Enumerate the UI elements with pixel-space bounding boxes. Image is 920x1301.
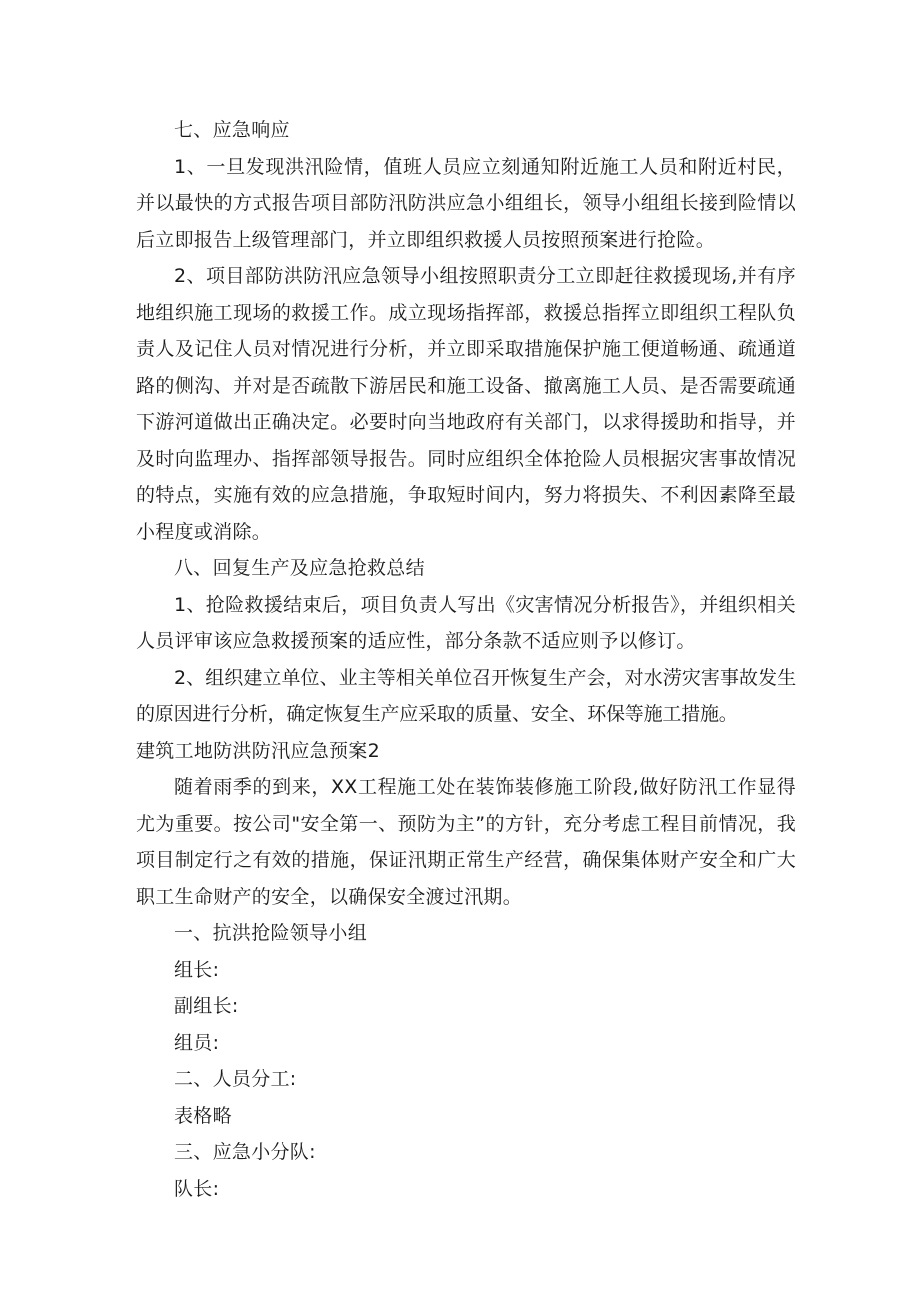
section-heading-recovery: 八、回复生产及应急抢救总结	[174, 557, 425, 579]
note-table-omitted: 表格略	[174, 1104, 232, 1127]
paragraph-response-1: 1、一旦发现洪汛险情，值班人员应立刻通知附近施工人员和附近村民，并以最快的方式报告项目部防汛防洪应急小组组长，领导小组组长接到险情以后立即报告上级管理部门，并立即组织救援人员按照预案进行抢险。	[136, 155, 796, 251]
label-deputy-leader: 副组长:	[174, 995, 239, 1017]
label-captain: 队长:	[174, 1177, 220, 1200]
heading-staff-assignment: 二、人员分工:	[174, 1068, 297, 1090]
paragraph-plan-intro: 随着雨季的到来，XX工程施工处在装饰装修施工阶段,做好防汛工作显得尤为重要。按公司"安全第一、预防为主”的方针，充分考虑工程目前情况，我项目制定行之有效的措施，保证汛期正常生产经营，确保集体财产安全和广大职工生命财产的安全，以确保安全渡过汛期。	[136, 776, 796, 908]
paragraph-recovery-1: 1、抢险救援结束后，项目负责人写出《灾害情况分析报告》，并组织相关人员评审该应急救援预案的适应性，部分条款不适应则予以修订。	[136, 593, 796, 652]
label-members: 组员:	[174, 1031, 220, 1054]
plan-title: 建筑工地防洪防汛应急预案2	[136, 739, 380, 762]
document-body	[136, 112, 796, 1207]
paragraph-recovery-2: 2、组织建立单位、业主等相关单位召开恢复生产会，对水涝灾害事故发生的原因进行分析，确定恢复生产应采取的质量、安全、环保等施工措施。	[136, 666, 796, 725]
paragraph-response-2: 2、项目部防洪防汛应急领导小组按照职责分工立即赶往救援现场,并有序地组织施工现场的救援工作。成立现场指挥部，救援总指挥立即组织工程队负责人及记住人员对情况进行分析，并立即采取措施保护施工便道畅通、疏通道路的侧沟、并对是否疏散下游居民和施工设备、撤离施工人员、是否需要疏通下游河道做出正确决定。必要时向当地政府有关部门，以求得援助和指导，并及时向监理办、指挥部领导报告。同时应组织全体抢险人员根据灾害事故情况的特点，实施有效的应急措施，争取短时间内，努力将损失、不利因素降至最小程度或消除。	[136, 265, 796, 543]
heading-emergency-team: 三、应急小分队:	[174, 1141, 316, 1163]
heading-leadership-group: 一、抗洪抢险领导小组	[174, 922, 368, 944]
label-leader: 组长:	[174, 958, 220, 981]
section-heading-emergency-response: 七、应急响应	[174, 119, 290, 141]
